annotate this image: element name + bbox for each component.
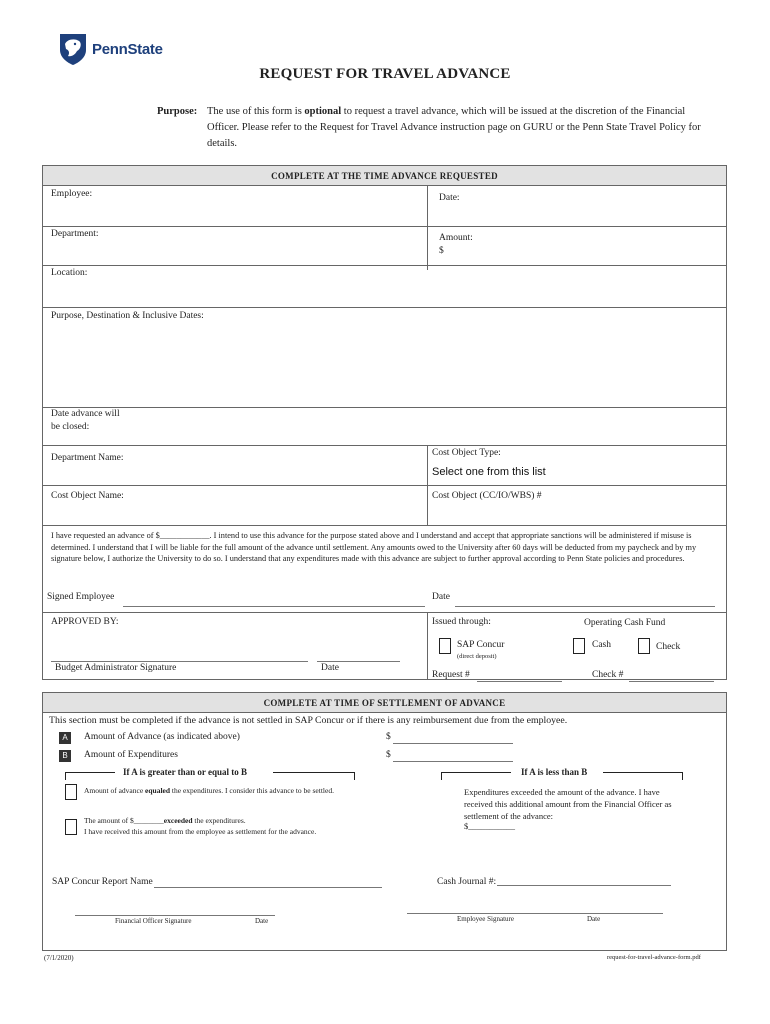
emp-date-label: Date xyxy=(587,915,601,923)
b-badge: B xyxy=(59,750,71,762)
opt2-pre: The amount of $________ xyxy=(84,816,164,825)
page-title: REQUEST FOR TRAVEL ADVANCE xyxy=(259,66,511,82)
version-date: (7/1/2020) xyxy=(44,954,74,962)
cash-checkbox[interactable] xyxy=(573,638,585,654)
purpose-text-pre: The use of this form is xyxy=(207,106,305,117)
fo-signature-label: Financial Officer Signature xyxy=(115,917,192,925)
row-divider xyxy=(43,307,726,308)
cost-object-number-label: Cost Object (CC/IO/WBS) # xyxy=(432,491,542,501)
bracket-left xyxy=(441,772,511,780)
row-divider xyxy=(43,265,726,266)
request-number-line xyxy=(477,681,562,682)
cash-label: Cash xyxy=(592,640,611,650)
footer-filename: request-for-travel-advance-form.pdf xyxy=(607,954,701,961)
budget-admin-label: Budget Administrator Signature xyxy=(55,663,177,673)
amount-dollar: $ xyxy=(439,246,444,256)
fo-date-label: Date xyxy=(255,917,269,925)
b-amount-line xyxy=(393,761,513,762)
exceeded-text xyxy=(84,815,384,837)
a-badge: A xyxy=(59,732,71,744)
bracket-left xyxy=(65,772,115,780)
a-amount-line xyxy=(393,743,513,744)
opt1-bold: equaled xyxy=(145,786,171,795)
advance-statement: I have requested an advance of $____________. I intend to use this advance for the purpose stated above and I understand and accept that appropriate sanctions will be administered if misuse is determined. I understand that I will be liable for the full amount of the advance until settlement. Any amounts owed to the University after 60 days will be deducted from my paycheck and by my signature below, I authorize the University to do so. I understand that any expenditures made with this advance are subject to further approval according to Penn State policies and procedures. xyxy=(51,531,697,563)
direct-deposit-label: (direct deposit) xyxy=(457,653,497,660)
purpose-destination-label: Purpose, Destination & Inclusive Dates: xyxy=(51,311,204,321)
employee-label: Employee: xyxy=(51,189,93,199)
sap-concur-label: SAP Concur xyxy=(457,640,505,650)
department-name-label: Department Name: xyxy=(51,453,124,463)
opt1-pre: Amount of advance xyxy=(84,786,146,795)
opt2-bold: exceeded xyxy=(163,816,193,825)
exceeded-checkbox[interactable] xyxy=(65,819,77,835)
purpose-paragraph xyxy=(157,104,717,152)
cost-object-type-select[interactable]: Select one from this list xyxy=(432,466,546,478)
issued-through-label: Issued through: xyxy=(432,617,491,627)
cash-journal-line xyxy=(497,885,671,886)
check-label: Check xyxy=(656,642,681,652)
sap-concur-checkbox[interactable] xyxy=(439,638,451,654)
pennstate-logo xyxy=(58,32,163,66)
equaled-text xyxy=(84,785,354,796)
equaled-checkbox[interactable] xyxy=(65,784,77,800)
row-divider xyxy=(43,445,726,446)
date2-label: Date xyxy=(432,592,450,602)
nittany-lion-shield-icon xyxy=(58,32,88,66)
opt1-post: the expenditures. I consider this advance to be settled. xyxy=(170,786,334,795)
check-number-line xyxy=(629,681,714,682)
if-less-label: If A is less than B xyxy=(521,767,588,777)
row-divider xyxy=(43,407,726,408)
amount-label: Amount: xyxy=(439,233,473,243)
advance-amount-label: Amount of Advance (as indicated above) xyxy=(84,732,240,742)
row-divider xyxy=(43,485,726,486)
opt2-post: the expenditures. xyxy=(192,816,246,825)
if-greater-label: If A is greater than or equal to B xyxy=(123,767,248,777)
date-closed-line1: Date advance will xyxy=(51,409,120,419)
signed-employee-label: Signed Employee xyxy=(47,592,115,602)
operating-cash-fund-label: Operating Cash Fund xyxy=(584,618,666,628)
row-divider xyxy=(43,525,726,526)
purpose-label: Purpose: xyxy=(157,106,198,117)
department-label: Department: xyxy=(51,229,99,239)
sap-report-line xyxy=(154,887,382,888)
check-checkbox[interactable] xyxy=(638,638,650,654)
emp-signature-label: Employee Signature xyxy=(457,915,514,923)
row-divider xyxy=(43,226,726,227)
budget-signature-line xyxy=(51,661,308,662)
section2-header: COMPLETE AT TIME OF SETTLEMENT OF ADVANCE xyxy=(43,693,726,713)
b-dollar: $ xyxy=(386,750,391,760)
cash-journal-label: Cash Journal #: xyxy=(437,877,497,887)
date-line xyxy=(455,606,715,607)
signature-line xyxy=(123,606,425,607)
location-label: Location: xyxy=(51,268,88,278)
approved-by-label: APPROVED BY: xyxy=(51,617,119,627)
less-text: Expenditures exceeded the amount of the advance. I have received this additional amount from the Financial Officer as settlement of the advance: xyxy=(464,787,672,821)
date-closed-label xyxy=(51,408,120,434)
date-label: Date: xyxy=(439,193,460,203)
divider xyxy=(427,612,428,680)
sap-report-label: SAP Concur Report Name xyxy=(52,877,153,887)
request-number-label: Request # xyxy=(432,670,470,680)
budget-date-line xyxy=(317,661,400,662)
settlement-intro: This section must be completed if the advance is not settled in SAP Concur or if there is any reimbursement due from the employee. xyxy=(49,715,568,726)
logo-text: PennState xyxy=(92,40,163,58)
row-divider xyxy=(43,612,726,613)
purpose-text-post: to request a travel advance, which will be issued at the discretion of the Financial Officer. Please refer to the Request for Travel Advance instruction page on GURU or the Penn State Travel Policy for details. xyxy=(207,106,701,149)
date3-label: Date xyxy=(321,663,339,673)
cost-object-type-label: Cost Object Type: xyxy=(432,448,501,458)
settlement-section xyxy=(42,692,727,951)
opt2-line2: I have received this amount from the employee as settlement for the advance. xyxy=(84,827,317,836)
request-section xyxy=(42,165,727,680)
purpose-text xyxy=(207,104,717,152)
emp-signature-line xyxy=(407,913,663,914)
expenditures-label: Amount of Expenditures xyxy=(84,750,178,760)
bracket-right xyxy=(273,772,355,780)
bracket-right xyxy=(603,772,683,780)
less-dollar: $___________ xyxy=(464,821,515,831)
section1-header: COMPLETE AT THE TIME ADVANCE REQUESTED xyxy=(43,166,726,186)
date-closed-line2: be closed: xyxy=(51,422,90,432)
a-dollar: $ xyxy=(386,732,391,742)
cost-object-name-label: Cost Object Name: xyxy=(51,491,124,501)
divider xyxy=(427,186,428,270)
fo-signature-line xyxy=(75,915,275,916)
purpose-optional: optional xyxy=(304,106,342,117)
check-number-label: Check # xyxy=(592,670,624,680)
